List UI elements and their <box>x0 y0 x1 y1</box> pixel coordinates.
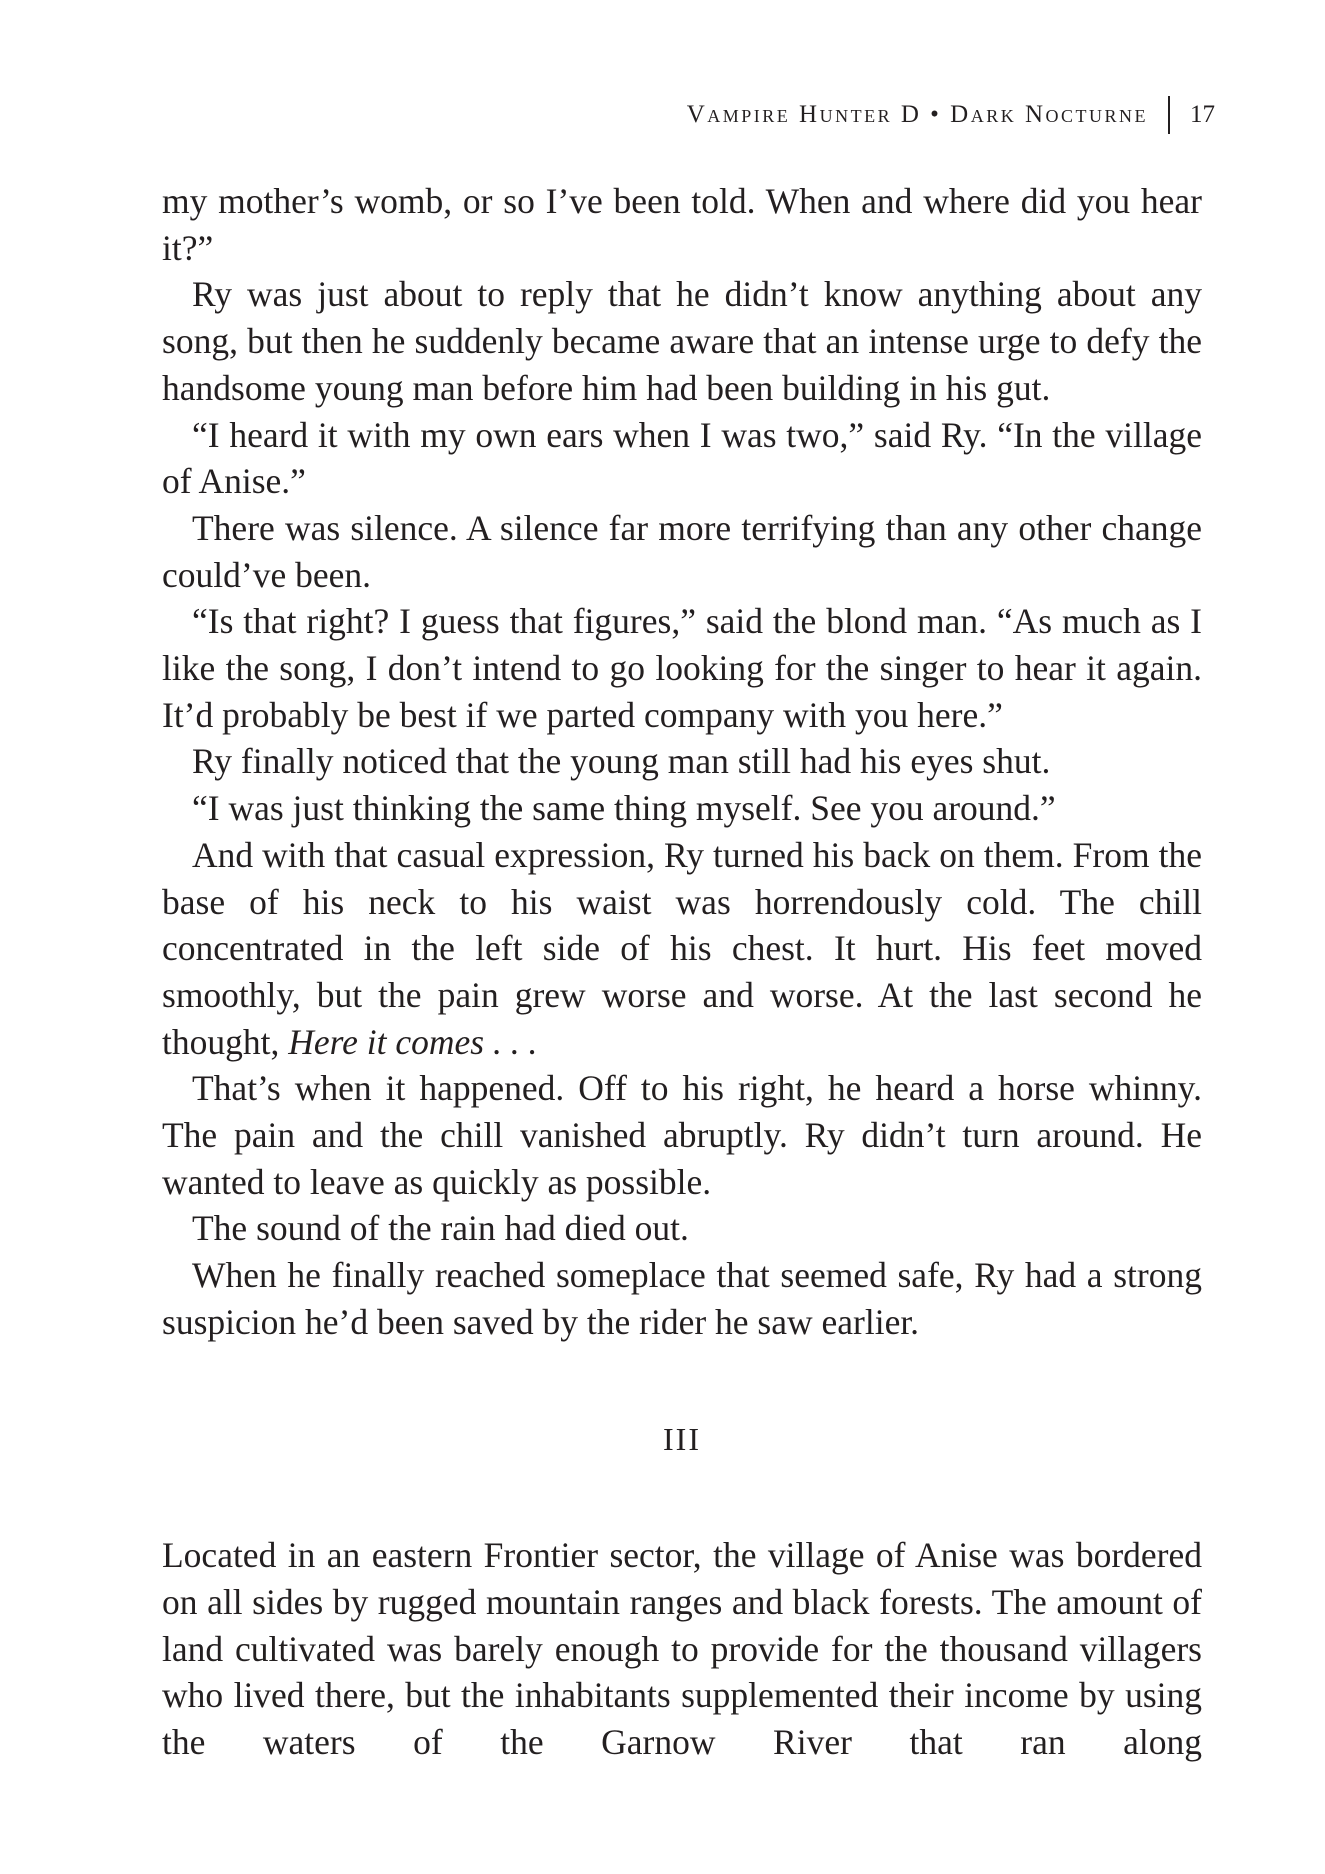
paragraph: “I heard it with my own ears when I was two,” said Ry. “In the village of Anise.” <box>162 414 1202 502</box>
paragraph: There was silence. A silence far more terrifying than any other change could’ve been. <box>162 507 1202 595</box>
section-heading: III <box>663 1420 701 1457</box>
paragraph-with-italic <box>162 832 1202 1066</box>
paragraph: That’s when it happened. Off to his right, he heard a horse whinny. The pain and the chill vanished abruptly. Ry didn’t turn around. He wanted to leave as quickly as possible. <box>162 1068 1202 1202</box>
paragraph: my mother’s womb, or so I’ve been told. When and where did you hear it?” <box>162 181 1202 268</box>
paragraph: “Is that right? I guess that figures,” said the blond man. “As much as I like the song, I don’t intend to go looking for the singer to hear it again. It’d probably be best if we parted company with you here.” <box>162 601 1202 735</box>
body-text <box>162 178 1202 1766</box>
paragraph: Ry finally noticed that the young man still had his eyes shut. <box>192 741 1051 782</box>
paragraph: Located in an eastern Frontier sector, the village of Anise was bordered on all sides by rugged mountain ranges and black forests. The amount of land cultivated was barely enough to provide for the thousand villagers who lived there, but the inhabitants supplemented their income by using the waters of the Garnow River that ran along <box>162 1535 1202 1763</box>
paragraph: When he finally reached someplace that seemed safe, Ry had a strong suspicion he’d been saved by the rider he saw earlier. <box>162 1255 1202 1342</box>
page-number: 17 <box>1190 101 1215 128</box>
running-header <box>687 95 1215 135</box>
paragraph: “I was just thinking the same thing myself. See you around.” <box>192 788 1056 829</box>
italic-thought: Here it comes . . . <box>288 1021 538 1062</box>
paragraph: Ry was just about to reply that he didn’t know anything about any song, but then he suddenly became aware that an intense urge to defy the handsome young man before him had been building in his gut. <box>162 274 1202 408</box>
paragraph: The sound of the rain had died out. <box>192 1208 689 1249</box>
paragraph-text: And with that casual expression, Ry turned his back on them. From the base of his neck to his waist was horrendously cold. The chill concentrated in the left side of his chest. It hurt. His feet moved smoothly, but the pain grew worse and worse. At the last second he thought, <box>162 834 1202 1062</box>
running-title: Vampire Hunter D • Dark Nocturne <box>686 101 1148 128</box>
